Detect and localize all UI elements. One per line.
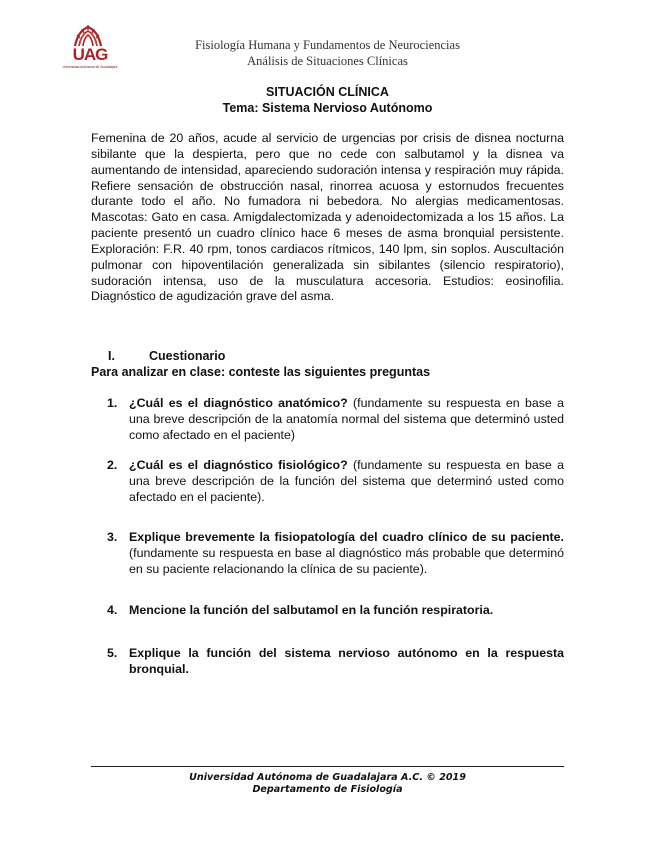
question-bold-text: Explique la función del sistema nervioso autónomo en la respuesta bronquial. [129, 646, 564, 676]
header-subtitle: Análisis de Situaciones Clínicas [247, 54, 408, 68]
footer-divider [91, 766, 564, 767]
footer-university: Universidad Autónoma de Guadalajara A.C. © 2019 [189, 772, 466, 783]
question-bold-text: ¿Cuál es el diagnóstico fisiológico? [129, 458, 348, 472]
question-item [107, 458, 564, 505]
logo-subtext: Universidad Autónoma de Guadalajara [62, 65, 118, 69]
question-number: 4. [107, 603, 118, 617]
question-item [107, 603, 564, 619]
question-item [107, 530, 564, 577]
section-number: I. [108, 349, 115, 363]
question-number: 2. [107, 458, 118, 472]
section-instructions: Para analizar en clase: conteste las siguientes preguntas [91, 365, 431, 379]
question-item [107, 646, 564, 678]
question-number: 3. [107, 530, 118, 544]
page-topic: Tema: Sistema Nervioso Autónomo [222, 101, 433, 115]
question-note: (fundamente su respuesta en base a una breve descripción de la función del sistema que determinó usted como afectado en el paciente). [129, 458, 564, 504]
question-bold-text: Mencione la función del salbutamol en la función respiratoria. [129, 603, 494, 617]
question-note: (fundamente su respuesta en base a una breve descripción de la anatomía normal del sistema que determinó usted como afectado en el paciente) [129, 396, 564, 442]
logo-text: UAG [72, 45, 108, 64]
footer-department: Departamento de Fisiología [252, 784, 403, 795]
question-note: (fundamente su respuesta en base al diagnóstico más probable que determinó en su paciente relacionando la clínica de su paciente). [129, 545, 564, 576]
header-course-title: Fisiología Humana y Fundamentos de Neurociencias [195, 38, 460, 52]
question-item [107, 396, 564, 443]
question-bold-text: Explique brevemente la fisiopatología del cuadro clínico de su paciente. [129, 530, 564, 544]
question-number: 5. [107, 646, 118, 660]
question-number: 1. [107, 396, 118, 410]
page-title: SITUACIÓN CLÍNICA [266, 85, 389, 99]
section-heading [108, 349, 225, 363]
section-title: Cuestionario [149, 349, 226, 363]
clinical-case-paragraph: Femenina de 20 años, acude al servicio de urgencias por crisis de disnea nocturna sibilante que la despierta, pero que no cede con salbutamol y la disnea va aumentando de intensidad, apareciendo sudoración intensa y respiración muy rápida. Refiere sensación de obstrucción nasal, rinorrea acuosa y estornudos frecuentes durante todo el año. No fumadora ni bebedora. No alergias medicamentosas. Mascotas: Gato en casa. Amigdalectomizada y adenoidectomizada a los 15 años. La paciente presentó un cuadro clínico hace 6 meses de asma bronquial persistente. Exploración: F.R. 40 rpm, tonos cardiacos rítmicos, 140 lpm, sin soplos. Auscultación pulmonar con hipoventilación generalizada sin sibilantes (silencio respiratorio), sudoración intensa, uso de la musculatura accesoria. Estudios: eosinofilia. Diagnóstico de agudización grave del asma. [91, 131, 564, 304]
question-bold-text: ¿Cuál es el diagnóstico anatómico? [129, 396, 348, 410]
